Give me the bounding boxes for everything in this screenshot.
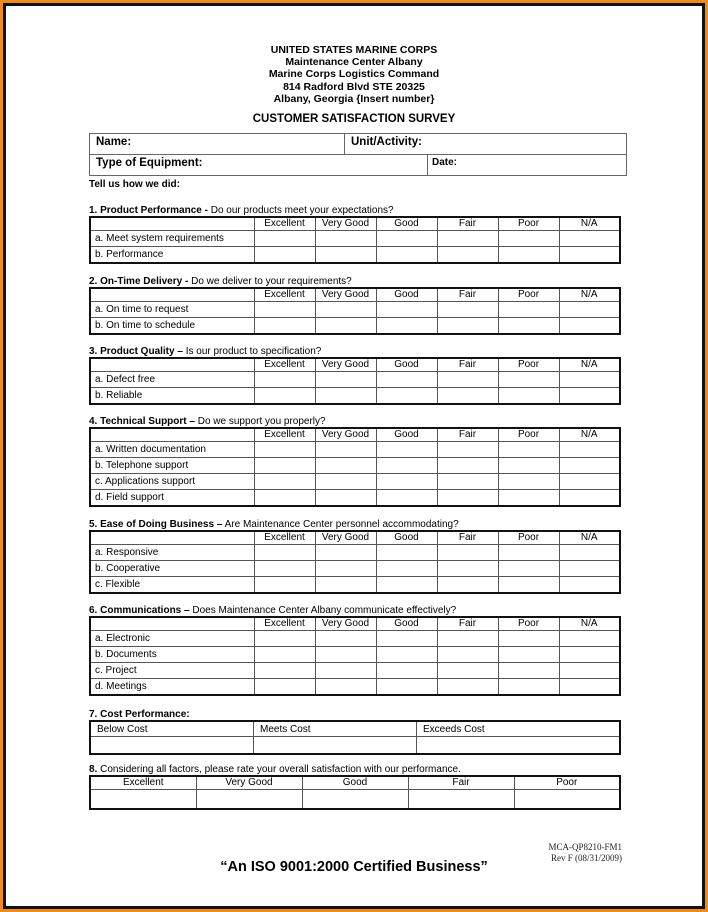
rating-cell[interactable] (498, 647, 559, 663)
rating-cell[interactable] (315, 631, 376, 647)
rating-cell[interactable] (437, 561, 498, 577)
letterhead-line: Marine Corps Logistics Command (268, 68, 440, 81)
form-title: CUSTOMER SATISFACTION SURVEY (252, 113, 456, 125)
rating-cell[interactable] (376, 388, 437, 405)
overall-header: Very Good (196, 776, 302, 790)
table-row (90, 490, 620, 507)
unit-field[interactable] (345, 134, 627, 155)
rating-header: Good (376, 358, 437, 372)
rating-cell[interactable] (559, 388, 620, 405)
table-row (90, 442, 620, 458)
letterhead (6, 44, 702, 105)
table-row (90, 372, 620, 388)
rating-cell[interactable] (559, 474, 620, 490)
rating-cell[interactable] (254, 318, 315, 335)
item-label: a. On time to request (90, 302, 254, 318)
rating-cell[interactable] (437, 458, 498, 474)
section-4 (89, 416, 621, 507)
rating-cell[interactable] (315, 231, 376, 247)
rating-cell[interactable] (254, 231, 315, 247)
rating-cell[interactable] (254, 302, 315, 318)
rating-cell[interactable] (254, 577, 315, 594)
rating-cell[interactable] (559, 545, 620, 561)
item-label: c. Project (90, 663, 254, 679)
rating-cell[interactable] (376, 231, 437, 247)
section-heading: 4. Technical Support – Do we support you properly? (89, 416, 326, 427)
table-row (90, 302, 620, 318)
iso-tagline: “An ISO 9001:2000 Certified Business” (220, 859, 488, 875)
rating-header: Poor (498, 617, 559, 631)
rating-cell[interactable] (559, 663, 620, 679)
rating-cell[interactable] (254, 490, 315, 507)
rating-cell[interactable] (376, 302, 437, 318)
rating-cell[interactable] (559, 647, 620, 663)
table-row (90, 577, 620, 594)
rating-cell[interactable] (559, 302, 620, 318)
section-heading: 8. Considering all factors, please rate your overall satisfaction with our performance. (89, 764, 461, 775)
section-overall (89, 764, 621, 810)
rating-header: Very Good (315, 531, 376, 545)
rating-cell[interactable] (498, 442, 559, 458)
rating-cell[interactable] (498, 577, 559, 594)
rating-cell[interactable] (376, 490, 437, 507)
rating-cell[interactable] (559, 577, 620, 594)
section-6 (89, 605, 621, 696)
rating-header: Excellent (254, 217, 315, 231)
cost-header-below: Below Cost (90, 721, 254, 737)
rating-cell[interactable] (498, 318, 559, 335)
rating-cell[interactable] (376, 247, 437, 264)
table-row (90, 388, 620, 405)
cost-cell-below[interactable] (90, 737, 254, 755)
rating-cell[interactable] (437, 663, 498, 679)
rating-cell[interactable] (437, 679, 498, 696)
item-label: b. Documents (90, 647, 254, 663)
rating-header: Fair (437, 288, 498, 302)
section-cost (89, 709, 621, 755)
rating-table (89, 357, 621, 405)
item-label: b. Telephone support (90, 458, 254, 474)
respondent-info-table (89, 133, 627, 176)
header-blank (90, 617, 254, 631)
rating-cell[interactable] (437, 372, 498, 388)
rating-header: Fair (437, 358, 498, 372)
rating-header: Poor (498, 531, 559, 545)
header-blank (90, 531, 254, 545)
rating-cell[interactable] (376, 474, 437, 490)
rating-cell[interactable] (437, 631, 498, 647)
rating-header: Excellent (254, 428, 315, 442)
table-row (90, 561, 620, 577)
rating-cell[interactable] (315, 474, 376, 490)
rating-table (89, 216, 621, 264)
rating-header: Fair (437, 531, 498, 545)
rating-header: Excellent (254, 531, 315, 545)
rating-cell[interactable] (315, 561, 376, 577)
rating-cell[interactable] (437, 388, 498, 405)
rating-cell[interactable] (254, 474, 315, 490)
rating-cell[interactable] (315, 577, 376, 594)
rating-cell[interactable] (559, 631, 620, 647)
rating-header: Very Good (315, 217, 376, 231)
rating-cell[interactable] (498, 247, 559, 264)
rating-cell[interactable] (559, 442, 620, 458)
letterhead-line: Maintenance Center Albany (285, 56, 423, 69)
rating-cell[interactable] (376, 372, 437, 388)
overall-header: Poor (514, 776, 620, 790)
rating-table (89, 616, 621, 696)
item-label: b. Performance (90, 247, 254, 264)
rating-cell[interactable] (559, 231, 620, 247)
item-label: d. Field support (90, 490, 254, 507)
section-heading: 7. Cost Performance: (89, 709, 190, 720)
item-label: a. Defect free (90, 372, 254, 388)
cost-cell-exceeds[interactable] (417, 737, 621, 755)
rating-header: Excellent (254, 617, 315, 631)
item-label: b. Cooperative (90, 561, 254, 577)
item-label: d. Meetings (90, 679, 254, 696)
rating-header: Good (376, 531, 437, 545)
date-label: Date: (432, 157, 458, 168)
intro-text: Tell us how we did: (89, 179, 180, 190)
date-field[interactable] (428, 155, 627, 176)
rating-header: Excellent (254, 288, 315, 302)
rating-header: Very Good (315, 617, 376, 631)
rating-cell[interactable] (376, 545, 437, 561)
rating-cell[interactable] (315, 388, 376, 405)
overall-table (89, 775, 621, 810)
rating-cell[interactable] (559, 490, 620, 507)
rating-cell[interactable] (376, 442, 437, 458)
rating-cell[interactable] (559, 372, 620, 388)
section-1 (89, 205, 621, 264)
section-2 (89, 276, 621, 335)
rating-cell[interactable] (254, 458, 315, 474)
table-row (90, 318, 620, 335)
rating-header: Good (376, 428, 437, 442)
rating-cell[interactable] (437, 490, 498, 507)
rating-cell[interactable] (254, 679, 315, 696)
rating-header: Poor (498, 288, 559, 302)
rating-cell[interactable] (559, 679, 620, 696)
rating-cell[interactable] (376, 561, 437, 577)
rating-cell[interactable] (315, 545, 376, 561)
name-label: Name: (96, 136, 132, 148)
rating-cell[interactable] (376, 458, 437, 474)
rating-cell[interactable] (315, 247, 376, 264)
rating-cell[interactable] (437, 247, 498, 264)
table-row (90, 545, 620, 561)
rating-cell[interactable] (437, 318, 498, 335)
rating-cell[interactable] (559, 458, 620, 474)
table-row (90, 231, 620, 247)
item-label: a. Meet system requirements (90, 231, 254, 247)
item-label: b. On time to schedule (90, 318, 254, 335)
rating-header: Excellent (254, 358, 315, 372)
table-row (90, 679, 620, 696)
header-blank (90, 358, 254, 372)
table-row (90, 631, 620, 647)
rating-header: Fair (437, 428, 498, 442)
rating-cell[interactable] (315, 442, 376, 458)
rating-header: Poor (498, 428, 559, 442)
rating-cell[interactable] (315, 302, 376, 318)
rating-header: N/A (559, 428, 620, 442)
overall-cell[interactable] (302, 790, 408, 810)
rating-table (89, 287, 621, 335)
rating-cell[interactable] (498, 388, 559, 405)
rating-cell[interactable] (376, 679, 437, 696)
rating-cell[interactable] (254, 561, 315, 577)
rating-cell[interactable] (498, 545, 559, 561)
rating-cell[interactable] (376, 663, 437, 679)
rating-cell[interactable] (254, 647, 315, 663)
rating-cell[interactable] (437, 442, 498, 458)
rating-cell[interactable] (498, 231, 559, 247)
overall-cell[interactable] (90, 790, 196, 810)
rating-cell[interactable] (437, 302, 498, 318)
equipment-label: Type of Equipment: (96, 157, 203, 169)
rating-cell[interactable] (254, 545, 315, 561)
letterhead-line: UNITED STATES MARINE CORPS (270, 44, 438, 56)
rating-cell[interactable] (498, 631, 559, 647)
rating-table (89, 427, 621, 507)
form-number: MCA-QP8210-FM1 (548, 842, 622, 852)
rating-cell[interactable] (437, 231, 498, 247)
rating-header: N/A (559, 617, 620, 631)
rating-header: Fair (437, 217, 498, 231)
rating-cell[interactable] (315, 490, 376, 507)
rating-cell[interactable] (498, 302, 559, 318)
rating-header: Very Good (315, 288, 376, 302)
rating-header: Fair (437, 617, 498, 631)
rating-header: Very Good (315, 428, 376, 442)
item-label: b. Reliable (90, 388, 254, 405)
header-blank (90, 288, 254, 302)
cost-cell-meets[interactable] (254, 737, 417, 755)
table-row (90, 458, 620, 474)
table-row (90, 663, 620, 679)
table-row (90, 247, 620, 264)
letterhead-line: Albany, Georgia {Insert number} (273, 92, 435, 105)
item-label: c. Applications support (90, 474, 254, 490)
rating-cell[interactable] (254, 372, 315, 388)
rating-cell[interactable] (376, 318, 437, 335)
rating-cell[interactable] (437, 647, 498, 663)
overall-cell[interactable] (408, 790, 514, 810)
rating-cell[interactable] (498, 474, 559, 490)
cost-header-meets: Meets Cost (254, 721, 417, 737)
rating-cell[interactable] (315, 679, 376, 696)
rating-cell[interactable] (498, 458, 559, 474)
section-heading: 5. Ease of Doing Business – Are Maintenance Center personnel accommodating? (89, 519, 459, 530)
overall-cell[interactable] (196, 790, 302, 810)
rating-header: N/A (559, 217, 620, 231)
rating-cell[interactable] (559, 247, 620, 264)
rating-table (89, 530, 621, 594)
rating-cell[interactable] (254, 442, 315, 458)
rating-cell[interactable] (498, 490, 559, 507)
rating-cell[interactable] (315, 372, 376, 388)
page-frame (3, 3, 705, 909)
rating-header: Very Good (315, 358, 376, 372)
rating-header: Good (376, 288, 437, 302)
item-label: a. Written documentation (90, 442, 254, 458)
overall-cell[interactable] (514, 790, 620, 810)
rating-header: Poor (498, 217, 559, 231)
cost-table (89, 720, 621, 755)
equipment-field[interactable] (90, 155, 428, 176)
section-5 (89, 519, 621, 594)
section-heading: 3. Product Quality – Is our product to specification? (89, 346, 322, 357)
rating-cell[interactable] (254, 631, 315, 647)
rating-cell[interactable] (315, 318, 376, 335)
section-heading: 2. On-Time Delivery - Do we deliver to your requirements? (89, 276, 352, 287)
rating-cell[interactable] (559, 561, 620, 577)
rating-cell[interactable] (376, 647, 437, 663)
name-field[interactable] (90, 134, 345, 155)
header-blank (90, 428, 254, 442)
section-heading: 6. Communications – Does Maintenance Center Albany communicate effectively? (89, 605, 457, 616)
rating-cell[interactable] (498, 561, 559, 577)
form-revision: Rev F (08/31/2009) (551, 853, 622, 863)
rating-cell[interactable] (376, 577, 437, 594)
rating-cell[interactable] (437, 474, 498, 490)
rating-cell[interactable] (315, 458, 376, 474)
overall-header: Good (302, 776, 408, 790)
rating-header: N/A (559, 358, 620, 372)
item-label: a. Electronic (90, 631, 254, 647)
rating-cell[interactable] (498, 679, 559, 696)
rating-header: Good (376, 617, 437, 631)
rating-header: Poor (498, 358, 559, 372)
section-heading: 1. Product Performance - Do our products meet your expectations? (89, 205, 394, 216)
rating-cell[interactable] (437, 577, 498, 594)
unit-label: Unit/Activity: (351, 136, 422, 148)
table-row (90, 647, 620, 663)
rating-header: N/A (559, 288, 620, 302)
overall-header: Fair (408, 776, 514, 790)
rating-cell[interactable] (498, 372, 559, 388)
section-3 (89, 346, 621, 405)
rating-cell[interactable] (254, 663, 315, 679)
rating-header: N/A (559, 531, 620, 545)
header-blank (90, 217, 254, 231)
rating-cell[interactable] (315, 647, 376, 663)
rating-cell[interactable] (254, 388, 315, 405)
overall-header: Excellent (90, 776, 196, 790)
letterhead-line: 814 Radford Blvd STE 20325 (283, 80, 425, 93)
rating-cell[interactable] (559, 318, 620, 335)
rating-cell[interactable] (498, 663, 559, 679)
cost-header-exceeds: Exceeds Cost (417, 721, 621, 737)
table-row (90, 474, 620, 490)
rating-cell[interactable] (254, 247, 315, 264)
item-label: a. Responsive (90, 545, 254, 561)
rating-cell[interactable] (315, 663, 376, 679)
item-label: c. Flexible (90, 577, 254, 594)
rating-header: Good (376, 217, 437, 231)
rating-cell[interactable] (376, 631, 437, 647)
rating-cell[interactable] (437, 545, 498, 561)
